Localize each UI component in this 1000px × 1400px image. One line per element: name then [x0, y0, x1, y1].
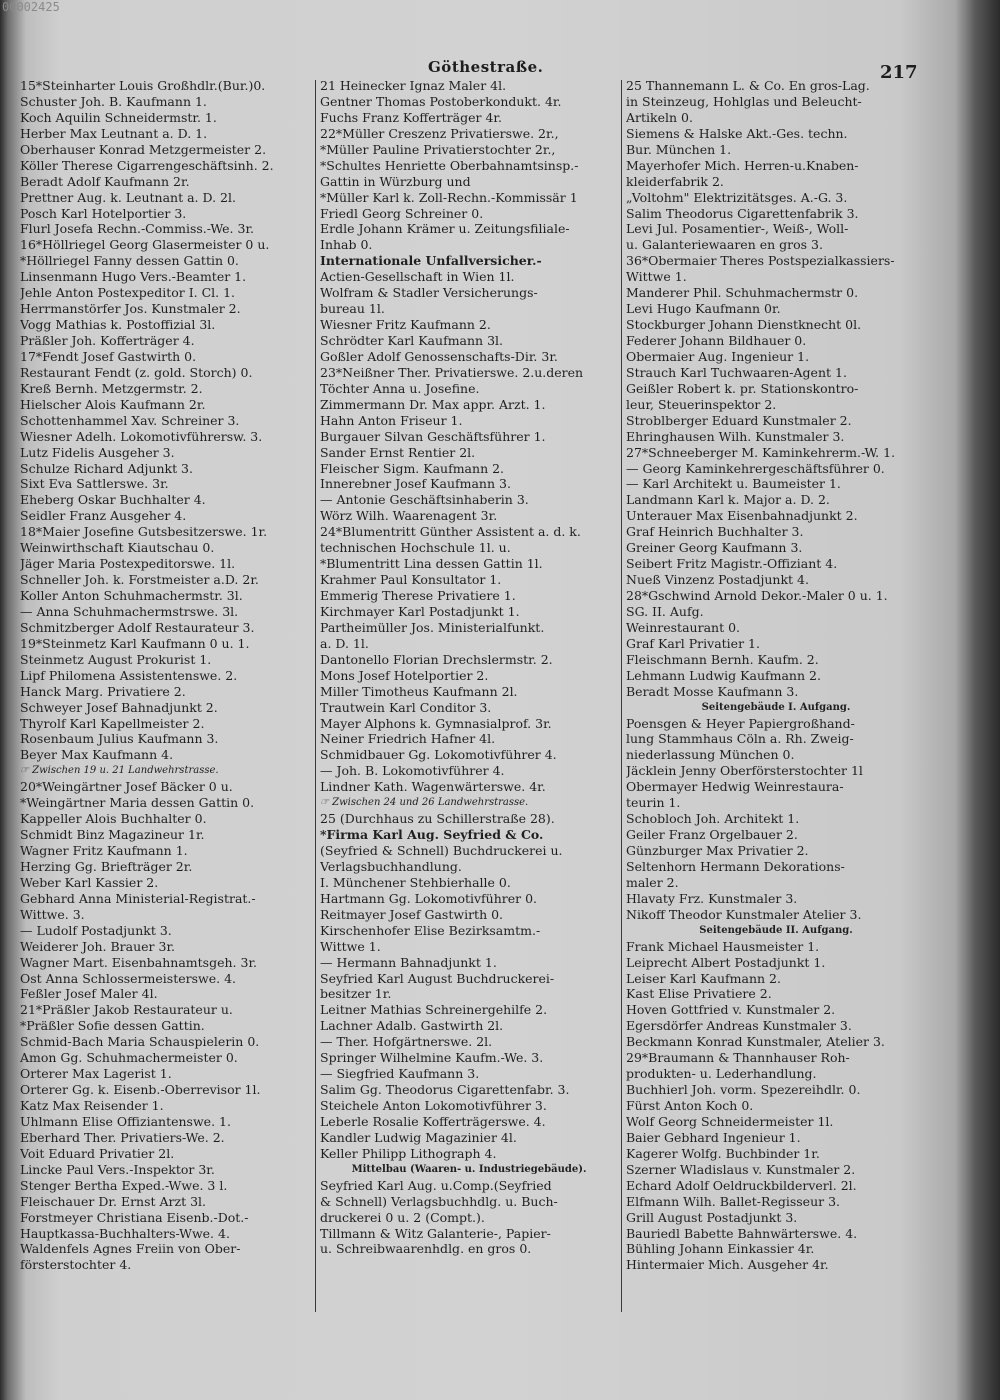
- directory-entry: Actien-Gesellschaft in Wien 1l.: [320, 269, 515, 285]
- directory-entry: Schottenhammel Xav. Schreiner 3.: [20, 412, 240, 428]
- directory-entry: Levi Hugo Kaufmann 0r.: [626, 301, 781, 317]
- directory-entry: Springer Wilhelmine Kaufm.-We. 3.: [320, 1050, 544, 1066]
- directory-entry: — Georg Kaminkehrergeschäftsführer 0.: [626, 460, 885, 476]
- directory-entry: Hanck Marg. Privatiere 2.: [20, 683, 186, 699]
- directory-column-right: [626, 78, 926, 1273]
- directory-entry: besitzer 1r.: [320, 986, 392, 1002]
- directory-entry: 18*Maier Josefine Gutsbesitzerswe. 1r.: [20, 524, 268, 540]
- column-divider: [621, 80, 622, 1312]
- directory-entry: Schmitzberger Adolf Restaurateur 3.: [20, 619, 255, 635]
- directory-column-middle: [320, 78, 618, 1257]
- directory-entry: Wolf Georg Schneidermeister 1l.: [626, 1113, 834, 1129]
- directory-entry: Wolfram & Stadler Versicherungs-: [320, 285, 538, 301]
- directory-entry: Trautwein Karl Conditor 3.: [320, 699, 492, 715]
- directory-entry: Internationale Unfallversicher.-: [320, 253, 542, 269]
- directory-entry: Hartmann Gg. Lokomotivführer 0.: [320, 890, 538, 906]
- directory-entry: Frank Michael Hausmeister 1.: [626, 938, 820, 954]
- directory-entry: Lehmann Ludwig Kaufmann 2.: [626, 667, 821, 683]
- directory-entry: försterstochter 4.: [20, 1257, 132, 1273]
- section-heading: Mittelbau (Waaren- u. Industriegebäude).: [351, 1163, 587, 1175]
- directory-entry: Artikeln 0.: [626, 109, 693, 125]
- directory-entry: Sixt Eva Sattlerswe. 3r.: [20, 476, 169, 492]
- directory-entry: maler 2.: [626, 874, 679, 890]
- directory-entry: Beradt Adolf Kaufmann 2r.: [20, 173, 190, 189]
- directory-entry: Kappeller Alois Buchhalter 0.: [20, 811, 207, 827]
- directory-entry: Wittwe 1.: [320, 938, 381, 954]
- directory-entry: I. Münchener Stehbierhalle 0.: [320, 874, 511, 890]
- directory-entry: Baier Gebhard Ingenieur 1.: [626, 1129, 801, 1145]
- section-note: ☞ Zwischen 19 u. 21 Landwehrstrasse.: [20, 765, 219, 777]
- directory-entry: (Seyfried & Schnell) Buchdruckerei u.: [320, 843, 563, 858]
- directory-entry: Mayerhofer Mich. Herren-u.Knaben-: [626, 157, 859, 173]
- directory-entry: Landmann Karl k. Major a. D. 2.: [626, 492, 830, 508]
- directory-entry: Kirchmayer Karl Postadjunkt 1.: [320, 603, 520, 619]
- directory-entry: Burgauer Silvan Geschäftsführer 1.: [320, 428, 546, 444]
- directory-entry: u. Galanteriewaaren en gros 3.: [626, 237, 823, 253]
- directory-entry: Vogg Mathias k. Postoffizial 3l.: [20, 317, 216, 333]
- directory-entry: — Hermann Bahnadjunkt 1.: [320, 954, 497, 970]
- directory-entry: Hlavaty Frz. Kunstmaler 3.: [626, 890, 798, 906]
- directory-entry: leur, Steuerinspektor 2.: [626, 396, 777, 412]
- directory-entry: 21 Heinecker Ignaz Maler 4l.: [320, 78, 507, 93]
- directory-entry: Schuster Joh. B. Kaufmann 1.: [20, 93, 207, 109]
- column-divider: [315, 80, 316, 1312]
- directory-entry: Schulze Richard Adjunkt 3.: [20, 460, 193, 476]
- directory-entry: Prettner Aug. k. Leutnant a. D. 2l.: [20, 189, 236, 205]
- directory-entry: Wiesner Adelh. Lokomotivführersw. 3.: [20, 428, 263, 444]
- directory-entry: Bur. München 1.: [626, 141, 732, 157]
- directory-entry: bureau 1l.: [320, 301, 385, 317]
- directory-entry: — Ludolf Postadjunkt 3.: [20, 922, 172, 938]
- directory-entry: Steinmetz August Prokurist 1.: [20, 651, 212, 667]
- directory-entry: Oberhauser Konrad Metzgermeister 2.: [20, 141, 267, 157]
- directory-entry: 23*Neißner Ther. Privatierswe. 2.u.deren: [320, 364, 584, 380]
- directory-entry: Gebhard Anna Ministerial-Registrat.-: [20, 890, 256, 906]
- directory-entry: Verlagsbuchhandlung.: [320, 858, 462, 874]
- directory-entry: lung Stammhaus Cöln a. Rh. Zweig-: [626, 731, 854, 747]
- directory-entry: Keller Philipp Lithograph 4.: [320, 1145, 497, 1161]
- directory-entry: — Ther. Hofgärtnerswe. 2l.: [320, 1034, 493, 1050]
- directory-entry: Graf Karl Privatier 1.: [626, 635, 760, 651]
- directory-entry: Hielscher Alois Kaufmann 2r.: [20, 396, 206, 412]
- directory-entry: teurin 1.: [626, 795, 681, 811]
- directory-entry: Schmid-Bach Maria Schauspielerin 0.: [20, 1034, 260, 1050]
- directory-entry: 27*Schneeberger M. Kaminkehrerm.-W. 1.: [626, 444, 896, 460]
- directory-entry: Fleischauer Dr. Ernst Arzt 3l.: [20, 1193, 207, 1209]
- directory-entry: niederlassung München 0.: [626, 747, 795, 763]
- page-title: Göthestraße.: [428, 58, 544, 76]
- directory-entry: Schweyer Josef Bahnadjunkt 2.: [20, 699, 218, 715]
- directory-entry: Neiner Friedrich Hafner 4l.: [320, 731, 496, 747]
- directory-entry: Schobloch Joh. Architekt 1.: [626, 811, 800, 827]
- directory-entry: Beyer Max Kaufmann 4.: [20, 747, 174, 763]
- directory-entry: Wagner Fritz Kaufmann 1.: [20, 843, 188, 858]
- directory-entry: 24*Blumentritt Günther Assistent a. d. k.: [320, 524, 581, 540]
- directory-entry: Eberhard Ther. Privatiers-We. 2.: [20, 1129, 225, 1145]
- directory-entry: Flurl Josefa Rechn.-Commiss.-We. 3r.: [20, 221, 255, 237]
- directory-entry: *Höllriegel Fanny dessen Gattin 0.: [20, 253, 239, 269]
- directory-entry: Beckmann Konrad Kunstmaler, Atelier 3.: [626, 1034, 885, 1050]
- directory-entry: Obermayer Hedwig Weinrestaura-: [626, 779, 844, 795]
- directory-entry: Stenger Bertha Exped.-Wwe. 3 l.: [20, 1177, 228, 1193]
- directory-entry: *Schultes Henriette Oberbahnamtsinsp.-: [320, 157, 579, 173]
- directory-entry: Ost Anna Schlossermeisterswe. 4.: [20, 970, 236, 986]
- directory-entry: Nueß Vinzenz Postadjunkt 4.: [626, 572, 809, 588]
- directory-column-left: [20, 78, 312, 1273]
- directory-entry: Fleischer Sigm. Kaufmann 2.: [320, 460, 505, 476]
- directory-entry: Geiler Franz Orgelbauer 2.: [626, 827, 798, 843]
- directory-entry: in Steinzeug, Hohlglas und Beleucht-: [626, 93, 862, 109]
- directory-entry: Gentner Thomas Postoberkondukt. 4r.: [320, 93, 562, 109]
- directory-entry: 16*Höllriegel Georg Glasermeister 0 u.: [20, 237, 270, 253]
- directory-entry: Emmerig Therese Privatiere 1.: [320, 588, 516, 603]
- directory-entry: Köller Therese Cigarrengeschäftsinh. 2.: [20, 157, 274, 173]
- directory-entry: 36*Obermaier Theres Postspezialkassiers-: [626, 253, 895, 269]
- page-number: 217: [880, 62, 918, 83]
- directory-entry: Feßler Josef Maler 4l.: [20, 986, 158, 1002]
- directory-entry: Seyfried Karl Aug. u.Comp.(Seyfried: [320, 1177, 552, 1193]
- directory-entry: Wagner Mart. Eisenbahnamtsgeh. 3r.: [20, 954, 258, 970]
- directory-entry: Töchter Anna u. Josefine.: [320, 380, 480, 396]
- directory-entry: Hintermaier Mich. Ausgeher 4r.: [626, 1257, 829, 1273]
- directory-entry: Seyfried Karl August Buchdruckerei-: [320, 970, 555, 986]
- directory-entry: Erdle Johann Krämer u. Zeitungsfiliale-: [320, 221, 570, 237]
- directory-entry: Echard Adolf Oeldruckbilderverl. 2l.: [626, 1177, 857, 1193]
- directory-entry: Waldenfels Agnes Freiin von Ober-: [20, 1241, 241, 1257]
- directory-entry: Sander Ernst Rentier 2l.: [320, 444, 476, 460]
- directory-entry: kleiderfabrik 2.: [626, 173, 724, 189]
- directory-entry: Kagerer Wolfg. Buchbinder 1r.: [626, 1145, 820, 1161]
- directory-entry: Weber Karl Kassier 2.: [20, 874, 159, 890]
- directory-entry: Kandler Ludwig Magazinier 4l.: [320, 1129, 517, 1145]
- directory-entry: Levi Jul. Posamentier-, Weiß-, Woll-: [626, 221, 849, 237]
- directory-entry: — Karl Architekt u. Baumeister 1.: [626, 476, 841, 492]
- directory-entry: Leiser Karl Kaufmann 2.: [626, 970, 781, 986]
- directory-entry: Fleischmann Bernh. Kaufm. 2.: [626, 651, 819, 667]
- directory-entry: *Müller Pauline Privatierstochter 2r.,: [320, 141, 556, 157]
- directory-entry: technischen Hochschule 1l. u.: [320, 540, 511, 556]
- directory-entry: *Firma Karl Aug. Seyfried & Co.: [320, 827, 544, 843]
- directory-entry: Herrmanstörfer Jos. Kunstmaler 2.: [20, 301, 241, 317]
- directory-entry: Koller Anton Schuhmachermstr. 3l.: [20, 588, 243, 603]
- directory-entry: Seibert Fritz Magistr.-Offiziant 4.: [626, 556, 838, 572]
- directory-entry: Friedl Georg Schreiner 0.: [320, 205, 484, 221]
- directory-entry: Wittwe. 3.: [20, 906, 85, 922]
- directory-entry: Bühling Johann Einkassier 4r.: [626, 1241, 815, 1257]
- directory-entry: 25 (Durchhaus zu Schillerstraße 28).: [320, 811, 555, 827]
- directory-entry: Strauch Karl Tuchwaaren-Agent 1.: [626, 364, 847, 380]
- section-heading: Seitengebäude II. Aufgang.: [699, 924, 853, 936]
- directory-entry: Innerebner Josef Kaufmann 3.: [320, 476, 511, 492]
- directory-entry: *Blumentritt Lina dessen Gattin 1l.: [320, 556, 543, 572]
- directory-entry: Weinwirthschaft Kiautschau 0.: [20, 540, 215, 556]
- directory-entry: *Müller Karl k. Zoll-Rechn.-Kommissär 1: [320, 189, 578, 205]
- directory-entry: Schmidt Binz Magazineur 1r.: [20, 827, 205, 843]
- directory-entry: Salim Theodorus Cigarettenfabrik 3.: [626, 205, 859, 221]
- directory-entry: Lincke Paul Vers.-Inspektor 3r.: [20, 1161, 215, 1177]
- directory-entry: Weinrestaurant 0.: [626, 619, 740, 635]
- directory-entry: Salim Gg. Theodorus Cigarettenfabr. 3.: [320, 1082, 570, 1098]
- directory-entry: Eheberg Oskar Buchhalter 4.: [20, 492, 206, 508]
- directory-entry: Jäger Maria Postexpeditorswe. 1l.: [20, 556, 236, 572]
- directory-entry: Egersdörfer Andreas Kunstmaler 3.: [626, 1018, 852, 1034]
- directory-entry: Günzburger Max Privatier 2.: [626, 843, 809, 858]
- directory-entry: — Antonie Geschäftsinhaberin 3.: [320, 492, 529, 508]
- directory-entry: Greiner Georg Kaufmann 3.: [626, 540, 803, 556]
- directory-entry: Schneller Joh. k. Forstmeister a.D. 2r.: [20, 572, 259, 588]
- directory-entry: a. D. 1l.: [320, 635, 369, 651]
- directory-entry: Kast Elise Privatiere 2.: [626, 986, 772, 1002]
- directory-entry: — Joh. B. Lokomotivführer 4.: [320, 763, 505, 779]
- directory-entry: Fürst Anton Koch 0.: [626, 1098, 754, 1113]
- directory-entry: 20*Weingärtner Josef Bäcker 0 u.: [20, 779, 233, 795]
- directory-entry: Leitner Mathias Schreinergehilfe 2.: [320, 1002, 548, 1018]
- directory-entry: Beradt Mosse Kaufmann 3.: [626, 683, 799, 699]
- directory-entry: Siemens & Halske Akt.-Ges. techn.: [626, 125, 848, 141]
- directory-entry: Lutz Fidelis Ausgeher 3.: [20, 444, 175, 460]
- directory-entry: Grill August Postadjunkt 3.: [626, 1209, 798, 1225]
- directory-entry: — Anna Schuhmachermstrswe. 3l.: [20, 603, 239, 619]
- directory-entry: Krahmer Paul Konsultator 1.: [320, 572, 502, 588]
- directory-entry: — Siegfried Kaufmann 3.: [320, 1066, 480, 1082]
- directory-entry: Obermaier Aug. Ingenieur 1.: [626, 348, 810, 364]
- directory-entry: Dantonello Florian Drechslermstr. 2.: [320, 651, 553, 667]
- directory-entry: Ehringhausen Wilh. Kunstmaler 3.: [626, 428, 845, 444]
- directory-entry: Leberle Rosalie Kofferträgerswe. 4.: [320, 1113, 546, 1129]
- directory-entry: 22*Müller Creszenz Privatierswe. 2r.,: [320, 125, 559, 141]
- directory-entry: Tillmann & Witz Galanterie-, Papier-: [320, 1225, 551, 1241]
- directory-entry: 29*Braumann & Thannhauser Roh-: [626, 1050, 850, 1066]
- directory-entry: 15*Steinharter Louis Großhdlr.(Bur.)0.: [20, 78, 266, 93]
- directory-entry: *Präßler Sofie dessen Gattin.: [20, 1018, 205, 1034]
- directory-entry: Fuchs Franz Kofferträger 4r.: [320, 109, 502, 125]
- directory-entry: 19*Steinmetz Karl Kaufmann 0 u. 1.: [20, 635, 250, 651]
- directory-entry: Forstmeyer Christiana Eisenb.-Dot.-: [20, 1209, 249, 1225]
- directory-entry: Inhab 0.: [320, 237, 373, 253]
- directory-entry: Kreß Bernh. Metzgermstr. 2.: [20, 380, 203, 396]
- directory-entry: Federer Johann Bildhauer 0.: [626, 333, 807, 348]
- directory-entry: Lipf Philomena Assistentenswe. 2.: [20, 667, 238, 683]
- directory-entry: Jäcklein Jenny Oberförsterstochter 1l: [626, 763, 863, 779]
- directory-entry: Lindner Kath. Wagenwärterswe. 4r.: [320, 779, 546, 795]
- directory-entry: Katz Max Reisender 1.: [20, 1098, 164, 1113]
- directory-entry: Weiderer Joh. Brauer 3r.: [20, 938, 176, 954]
- directory-entry: Elfmann Wilh. Ballet-Regisseur 3.: [626, 1193, 840, 1209]
- directory-entry: Posch Karl Hotelportier 3.: [20, 205, 187, 221]
- directory-entry: Partheimüller Jos. Ministerialfunkt.: [320, 619, 545, 635]
- directory-entry: Hoven Gottfried v. Kunstmaler 2.: [626, 1002, 836, 1018]
- directory-entry: Goßler Adolf Genossenschafts-Dir. 3r.: [320, 348, 558, 364]
- directory-entry: Seidler Franz Ausgeher 4.: [20, 508, 187, 524]
- directory-entry: Thyrolf Karl Kapellmeister 2.: [20, 715, 205, 731]
- directory-entry: Voit Eduard Privatier 2l.: [20, 1145, 175, 1161]
- directory-entry: Herzing Gg. Briefträger 2r.: [20, 858, 193, 874]
- directory-entry: 17*Fendt Josef Gastwirth 0.: [20, 348, 197, 364]
- directory-entry: SG. II. Aufg.: [626, 603, 704, 619]
- directory-entry: Reitmayer Josef Gastwirth 0.: [320, 906, 504, 922]
- directory-entry: Stroblberger Eduard Kunstmaler 2.: [626, 412, 852, 428]
- section-note: ☞ Zwischen 24 und 26 Landwehrstrasse.: [320, 797, 529, 809]
- directory-entry: Uhlmann Elise Offiziantenswe. 1.: [20, 1113, 231, 1129]
- directory-entry: Steichele Anton Lokomotivführer 3.: [320, 1098, 547, 1113]
- directory-entry: Hauptkassa-Buchhalters-Wwe. 4.: [20, 1225, 230, 1241]
- directory-entry: Orterer Gg. k. Eisenb.-Oberrevisor 1l.: [20, 1082, 261, 1098]
- directory-entry: Amon Gg. Schuhmachermeister 0.: [20, 1050, 238, 1066]
- directory-entry: *Weingärtner Maria dessen Gattin 0.: [20, 795, 255, 811]
- directory-entry: Schrödter Karl Kaufmann 3l.: [320, 333, 503, 348]
- directory-entry: Graf Heinrich Buchhalter 3.: [626, 524, 804, 540]
- directory-entry: Lachner Adalb. Gastwirth 2l.: [320, 1018, 504, 1034]
- directory-entry: Gattin in Würzburg und: [320, 173, 471, 189]
- directory-entry: & Schnell) Verlagsbuchhdlg. u. Buch-: [320, 1193, 558, 1209]
- directory-entry: Orterer Max Lagerist 1.: [20, 1066, 172, 1082]
- directory-entry: Geißler Robert k. pr. Stationskontro-: [626, 380, 859, 396]
- directory-entry: Wittwe 1.: [626, 269, 687, 285]
- directory-entry: Nikoff Theodor Kunstmaler Atelier 3.: [626, 906, 862, 922]
- directory-entry: Restaurant Fendt (z. gold. Storch) 0.: [20, 364, 253, 380]
- directory-entry: Mons Josef Hotelportier 2.: [320, 667, 489, 683]
- scan-id-label: 00002425: [2, 0, 60, 14]
- directory-entry: Seltenhorn Hermann Dekorations-: [626, 858, 845, 874]
- directory-entry: 25 Thannemann L. & Co. En gros-Lag.: [626, 78, 870, 93]
- directory-entry: Szerner Wladislaus v. Kunstmaler 2.: [626, 1161, 856, 1177]
- directory-entry: Buchhierl Joh. vorm. Spezereihdlr. 0.: [626, 1082, 861, 1098]
- directory-entry: Zimmermann Dr. Max appr. Arzt. 1.: [320, 396, 546, 412]
- directory-entry: Koch Aquilin Schneidermstr. 1.: [20, 109, 217, 125]
- directory-entry: Bauriedl Babette Bahnwärterswe. 4.: [626, 1225, 858, 1241]
- directory-entry: u. Schreibwaarenhdlg. en gros 0.: [320, 1241, 532, 1257]
- directory-entry: Wörz Wilh. Waarenagent 3r.: [320, 508, 498, 524]
- directory-entry: Kirschenhofer Elise Bezirksamtm.-: [320, 922, 541, 938]
- directory-entry: Poensgen & Heyer Papiergroßhand-: [626, 715, 855, 731]
- directory-entry: 21*Präßler Jakob Restaurateur u.: [20, 1002, 233, 1018]
- directory-entry: Hahn Anton Friseur 1.: [320, 412, 463, 428]
- directory-entry: 28*Gschwind Arnold Dekor.-Maler 0 u. 1.: [626, 588, 888, 603]
- directory-entry: Jehle Anton Postexpeditor I. Cl. 1.: [20, 285, 236, 301]
- directory-entry: Leiprecht Albert Postadjunkt 1.: [626, 954, 826, 970]
- directory-entry: Linsenmann Hugo Vers.-Beamter 1.: [20, 269, 247, 285]
- directory-entry: Herber Max Leutnant a. D. 1.: [20, 125, 208, 141]
- directory-entry: „Voltohm" Elektrizitätsges. A.-G. 3.: [626, 189, 848, 205]
- directory-entry: Mayer Alphons k. Gymnasialprof. 3r.: [320, 715, 552, 731]
- directory-entry: Stockburger Johann Dienstknecht 0l.: [626, 317, 862, 333]
- directory-entry: Wiesner Fritz Kaufmann 2.: [320, 317, 491, 333]
- directory-entry: Manderer Phil. Schuhmachermstr 0.: [626, 285, 859, 301]
- directory-entry: druckerei 0 u. 2 (Compt.).: [320, 1209, 485, 1225]
- directory-entry: Miller Timotheus Kaufmann 2l.: [320, 683, 518, 699]
- directory-entry: Unterauer Max Eisenbahnadjunkt 2.: [626, 508, 858, 524]
- section-heading: Seitengebäude I. Aufgang.: [701, 701, 851, 713]
- directory-entry: Rosenbaum Julius Kaufmann 3.: [20, 731, 219, 747]
- directory-entry: Präßler Joh. Kofferträger 4.: [20, 333, 195, 348]
- directory-entry: Schmidbauer Gg. Lokomotivführer 4.: [320, 747, 557, 763]
- directory-entry: produkten- u. Lederhandlung.: [626, 1066, 817, 1082]
